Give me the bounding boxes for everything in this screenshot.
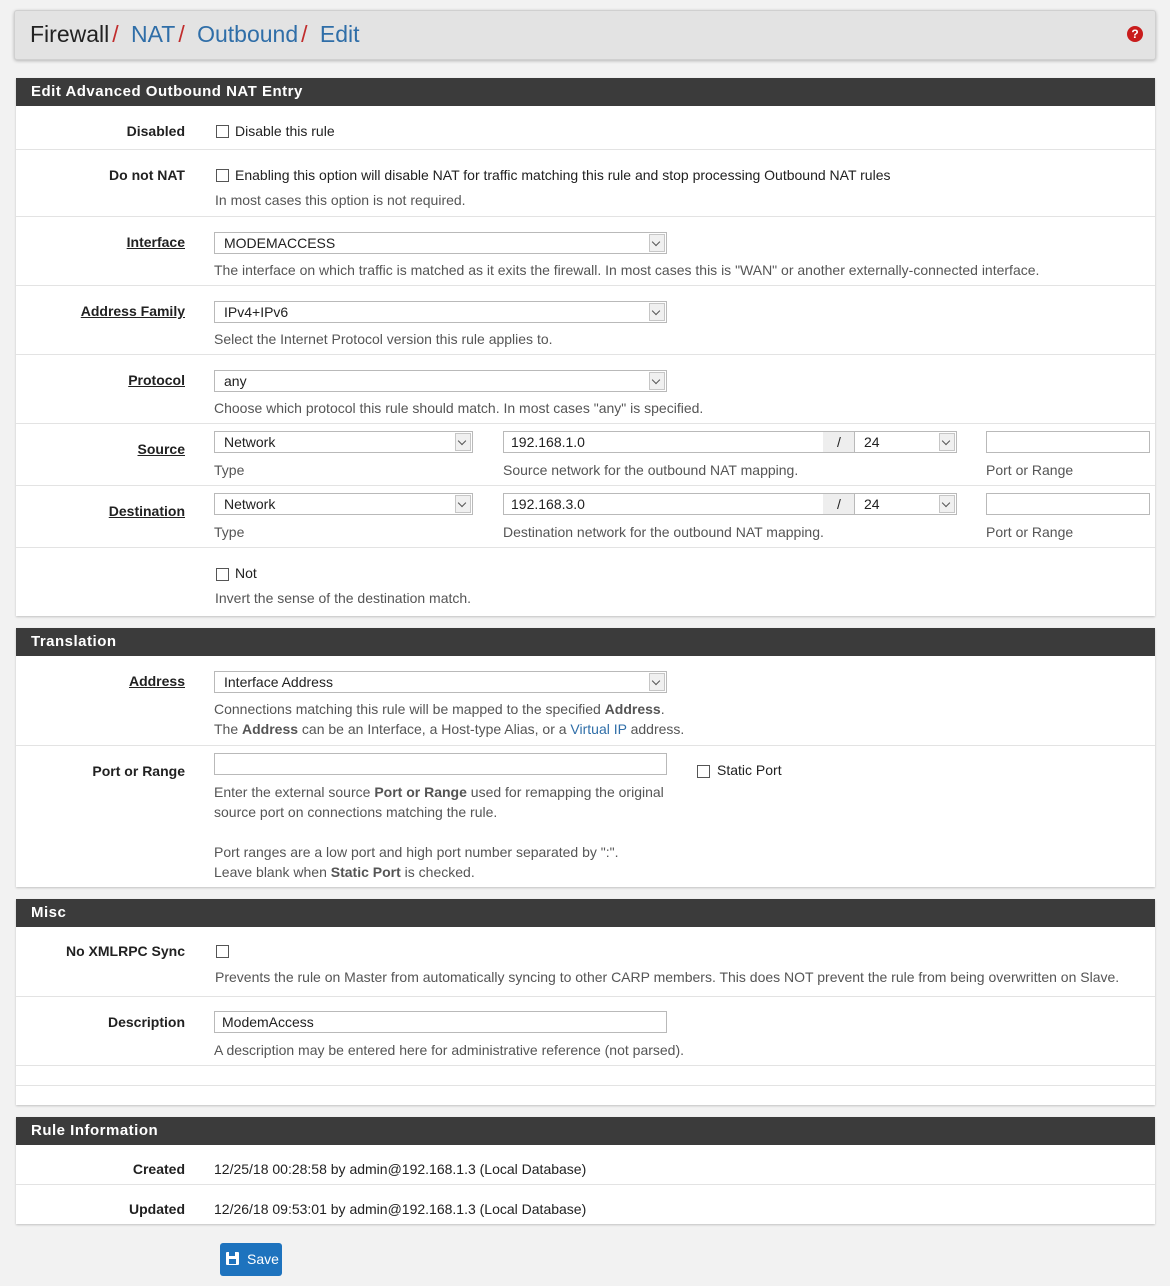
source-network-value: 192.168.1.0 (511, 434, 585, 450)
destination-mask-value: 24 (864, 496, 880, 512)
address-row (16, 656, 1155, 745)
address-help-2: The Address can be an Interface, a Host-type Alias, or a Virtual IP address. (214, 721, 685, 737)
chevron-down-icon (939, 433, 955, 451)
updated-row (16, 1184, 1155, 1225)
breadcrumb-edit-link[interactable]: Edit (319, 21, 360, 47)
edit-panel (16, 78, 1155, 616)
save-button-label: Save (247, 1251, 279, 1267)
port-range-row (16, 745, 1155, 888)
save-button[interactable] (220, 1243, 282, 1276)
destination-row (16, 485, 1155, 548)
protocol-help: Choose which protocol this rule should match. In most cases "any" is specified. (214, 400, 704, 416)
updated-label: Updated (129, 1201, 185, 1217)
nonat-row (16, 149, 1155, 217)
virtual-ip-link[interactable]: Virtual IP (570, 721, 627, 737)
port-help-3: Port ranges are a low port and high port number separated by ":". (214, 844, 619, 860)
xmlrpc-checkbox[interactable] (216, 945, 229, 958)
destination-network-help: Destination network for the outbound NAT mapping. (503, 524, 824, 540)
not-checkbox[interactable] (216, 568, 229, 581)
port-help-2: source port on connections matching the rule. (214, 804, 498, 820)
misc-panel-title: Misc (16, 899, 1155, 927)
static-port-checkbox[interactable] (697, 765, 710, 778)
not-help: Invert the sense of the destination match. (215, 590, 472, 606)
misc-blank-row (16, 1065, 1155, 1086)
chevron-down-icon (649, 673, 665, 691)
translation-panel (16, 628, 1155, 887)
destination-network-input[interactable] (503, 493, 824, 515)
address-label: Address (128, 673, 185, 689)
help-icon[interactable]: ? (1127, 26, 1143, 42)
destination-port-help: Port or Range (986, 524, 1074, 540)
xmlrpc-label: No XMLRPC Sync (65, 943, 185, 959)
source-network-input[interactable] (503, 431, 824, 453)
nonat-text: Enabling this option will disable NAT for traffic matching this rule and stop processing Outbound NAT rules (235, 167, 891, 183)
destination-type-help: Type (214, 524, 245, 540)
disable-rule-checkbox[interactable] (216, 125, 229, 138)
breadcrumb-trail (30, 20, 360, 48)
protocol-row (16, 354, 1155, 424)
nonat-help: In most cases this option is not required. (215, 192, 466, 208)
floppy-disk-icon (226, 1252, 239, 1265)
breadcrumb-outbound-link[interactable]: Outbound (197, 21, 299, 47)
not-text: Not (235, 565, 257, 581)
source-network-help: Source network for the outbound NAT mapping. (503, 462, 799, 478)
interface-select[interactable] (214, 232, 667, 254)
breadcrumb-separator: / (178, 21, 185, 47)
xmlrpc-help: Prevents the rule on Master from automatically syncing to other CARP members. This does NOT prevent the rule from being overwritten on Slave. (215, 969, 1120, 985)
description-row (16, 996, 1155, 1066)
nonat-checkbox[interactable] (216, 169, 229, 182)
chevron-down-icon (455, 433, 471, 451)
destination-slash: / (823, 493, 855, 515)
interface-label: Interface (126, 234, 185, 250)
chevron-down-icon (455, 495, 471, 513)
created-value: 12/25/18 00:28:58 by admin@192.168.1.3 (Local Database) (214, 1161, 587, 1177)
port-help-1: Enter the external source Port or Range used for remapping the original (214, 784, 664, 800)
breadcrumb-firewall: Firewall (30, 21, 110, 47)
breadcrumb-separator: / (301, 21, 308, 47)
destination-type-value: Network (224, 496, 276, 512)
family-select[interactable] (214, 301, 667, 323)
breadcrumb (14, 10, 1156, 60)
source-port-help: Port or Range (986, 462, 1074, 478)
destination-port-input[interactable] (986, 493, 1150, 515)
interface-help: The interface on which traffic is matched as it exits the firewall. In most cases this is "WAN" or another externally-connected interface. (214, 262, 1040, 278)
static-port-text: Static Port (717, 762, 782, 778)
interface-value: MODEMACCESS (224, 235, 336, 251)
source-type-help: Type (214, 462, 245, 478)
family-value: IPv4+IPv6 (224, 304, 289, 320)
created-row (16, 1145, 1155, 1184)
chevron-down-icon (939, 495, 955, 513)
rule-info-panel (16, 1117, 1155, 1224)
description-input[interactable] (214, 1011, 667, 1033)
disabled-label: Disabled (126, 123, 185, 139)
port-range-label: Port or Range (92, 763, 185, 779)
source-mask-select[interactable] (854, 431, 957, 453)
family-help: Select the Internet Protocol version this rule applies to. (214, 331, 553, 347)
misc-panel (16, 899, 1155, 1105)
protocol-value: any (224, 373, 247, 389)
address-help-1: Connections matching this rule will be mapped to the specified Address. (214, 701, 665, 717)
interface-row (16, 216, 1155, 286)
source-mask-value: 24 (864, 434, 880, 450)
port-help-4: Leave blank when Static Port is checked. (214, 864, 475, 880)
chevron-down-icon (649, 234, 665, 252)
destination-type-select[interactable] (214, 493, 473, 515)
protocol-label: Protocol (128, 372, 185, 388)
family-row (16, 285, 1155, 355)
source-port-input[interactable] (986, 431, 1150, 453)
disable-rule-text: Disable this rule (235, 123, 335, 139)
port-range-input[interactable] (214, 753, 667, 775)
address-select[interactable] (214, 671, 667, 693)
destination-label: Destination (108, 503, 185, 519)
updated-value: 12/26/18 09:53:01 by admin@192.168.1.3 (Local Database) (214, 1201, 587, 1217)
description-help: A description may be entered here for administrative reference (not parsed). (214, 1042, 685, 1058)
breadcrumb-nat-link[interactable]: NAT (131, 21, 176, 47)
protocol-select[interactable] (214, 370, 667, 392)
edit-panel-title: Edit Advanced Outbound NAT Entry (16, 78, 1155, 106)
destination-mask-select[interactable] (854, 493, 957, 515)
created-label: Created (132, 1161, 185, 1177)
translation-panel-title: Translation (16, 628, 1155, 656)
source-label: Source (137, 441, 185, 457)
chevron-down-icon (649, 303, 665, 321)
address-value: Interface Address (224, 674, 333, 690)
disabled-row (16, 106, 1155, 149)
description-value: ModemAccess (222, 1014, 314, 1030)
destination-network-value: 192.168.3.0 (511, 496, 585, 512)
rule-info-panel-title: Rule Information (16, 1117, 1155, 1145)
misc-blank-row (16, 1085, 1155, 1106)
description-label: Description (107, 1014, 185, 1030)
source-type-select[interactable] (214, 431, 473, 453)
not-row (16, 547, 1155, 617)
chevron-down-icon (649, 372, 665, 390)
xmlrpc-row (16, 927, 1155, 996)
source-slash: / (823, 431, 855, 453)
source-row (16, 423, 1155, 486)
source-type-value: Network (224, 434, 276, 450)
family-label: Address Family (80, 303, 185, 319)
breadcrumb-separator: / (112, 21, 119, 47)
nonat-label: Do not NAT (109, 167, 185, 183)
